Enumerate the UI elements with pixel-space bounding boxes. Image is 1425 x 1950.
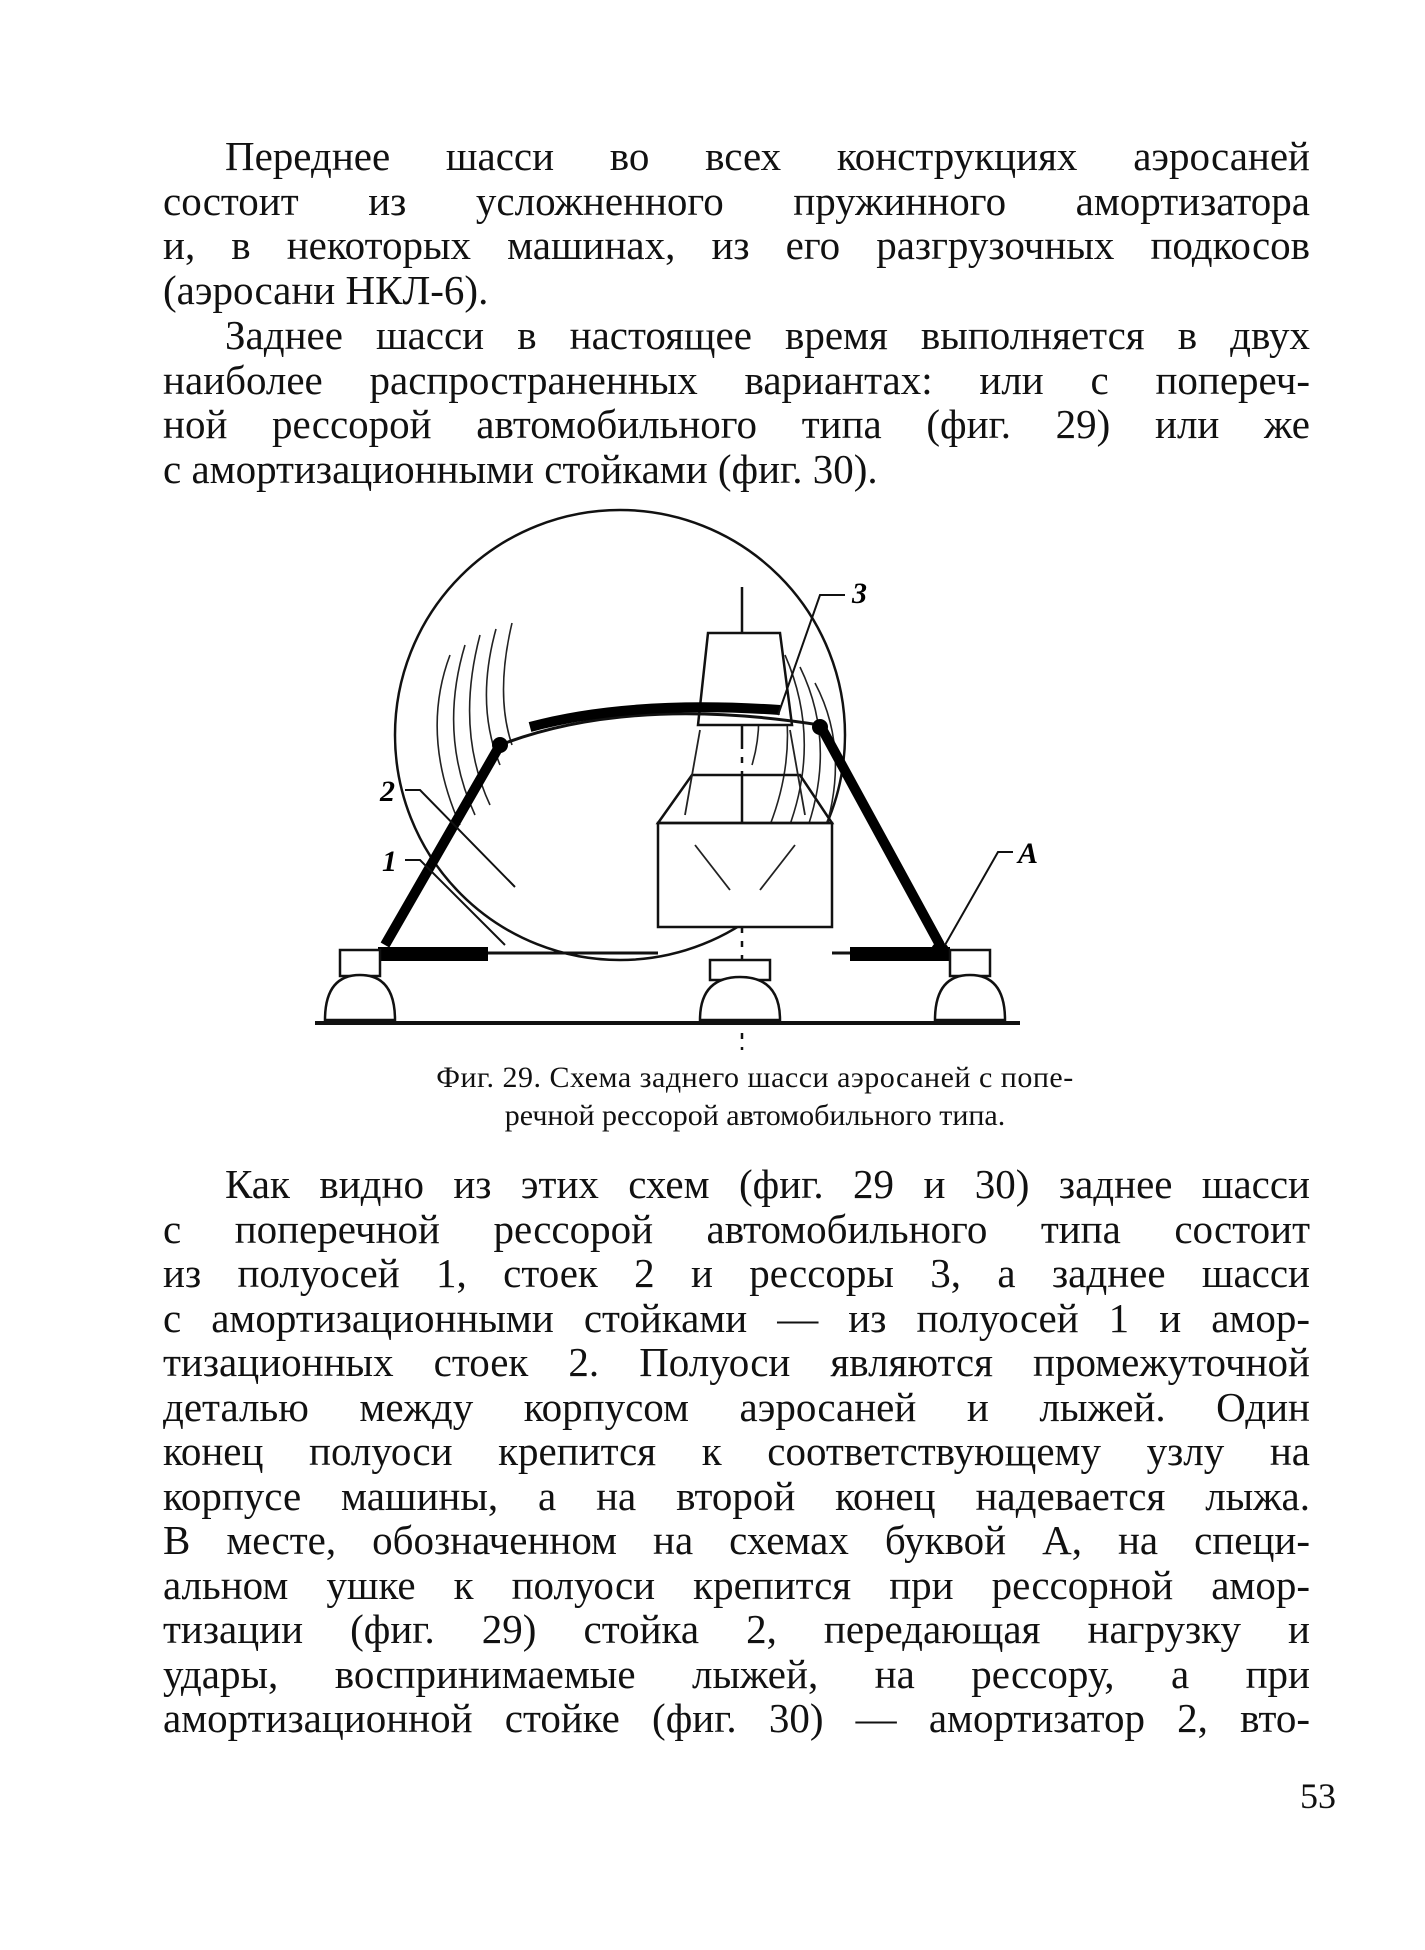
paragraph-front-chassis (163, 134, 1310, 312)
text-line: наиболее распространенных вариантах: или с попереч- (163, 356, 1310, 403)
text-line: корпусе машины, а на второй конец надевается лыжа. (163, 1472, 1310, 1519)
text-line: тизационных стоек 2. Полуоси являются промежуточной (163, 1339, 1310, 1385)
figure-caption (315, 1059, 1195, 1135)
page-number: 53 (1300, 1776, 1336, 1816)
left-strut-joint (492, 737, 508, 753)
right-strut-joint (812, 719, 828, 735)
paragraph-explanation (163, 1162, 1310, 1741)
label-point-a: А (1018, 837, 1039, 870)
paragraph-rear-chassis (163, 313, 1310, 491)
text-line: с амортизационными стойками (фиг. 30). (163, 445, 878, 492)
text-line: конец полуоси крепится к соответствующему узлу на (163, 1428, 1310, 1474)
text-line: с амортизационными стойками — из полуосей 1 и амор- (163, 1294, 1310, 1341)
hull-top (658, 775, 832, 823)
text-line: с поперечной рессорой автомобильного типа состоит (163, 1205, 1310, 1252)
text-line: тизации (фиг. 29) стойка 2, передающая нагрузку и (163, 1606, 1310, 1652)
caption-line: Фиг. 29. Схема заднего шасси аэросаней с попе- (436, 1061, 1074, 1094)
caption-line: речной рессорой автомобильного типа. (504, 1099, 1006, 1132)
text-line: ной рессорой автомобильного типа (фиг. 29) или же (163, 401, 1310, 447)
text-line: из полуосей 1, стоек 2 и рессоры 3, а заднее шасси (163, 1250, 1310, 1296)
hull-body (658, 823, 832, 927)
text-line: альном ушке к полуоси крепится при рессорной амор- (163, 1561, 1310, 1608)
text-line: Как видно из этих схем (фиг. 29 и 30) заднее шасси (225, 1161, 1310, 1207)
text-line: Переднее шасси во всех конструкциях аэросаней (225, 133, 1310, 179)
right-strut (820, 725, 940, 945)
left-half-axle (378, 947, 488, 961)
label-spring-3: 3 (852, 577, 867, 610)
label-strut-2: 2 (380, 775, 395, 808)
text-line: удары, воспринимаемые лыжей, на рессору, а при (163, 1650, 1310, 1697)
label-half-axle-1: 1 (382, 845, 397, 878)
text-line: амортизационной стойке (фиг. 30) — амортизатор 2, вто- (163, 1695, 1310, 1741)
text-line: В месте, обозначенном на схемах буквой А, на специ- (163, 1517, 1310, 1563)
text-line: и, в некоторых машинах, из его разгрузочных подкосов (163, 222, 1310, 268)
figure-29-diagram (300, 505, 1160, 1050)
text-line: деталью между корпусом аэросаней и лыжей. Один (163, 1383, 1310, 1430)
text-line: Заднее шасси в настоящее время выполняется в двух (225, 312, 1310, 358)
text-line: состоит из усложненного пружинного амортизатора (163, 177, 1310, 224)
text-line: (аэросани НКЛ-6). (163, 266, 489, 313)
rear-chassis-scheme (300, 505, 1160, 1050)
